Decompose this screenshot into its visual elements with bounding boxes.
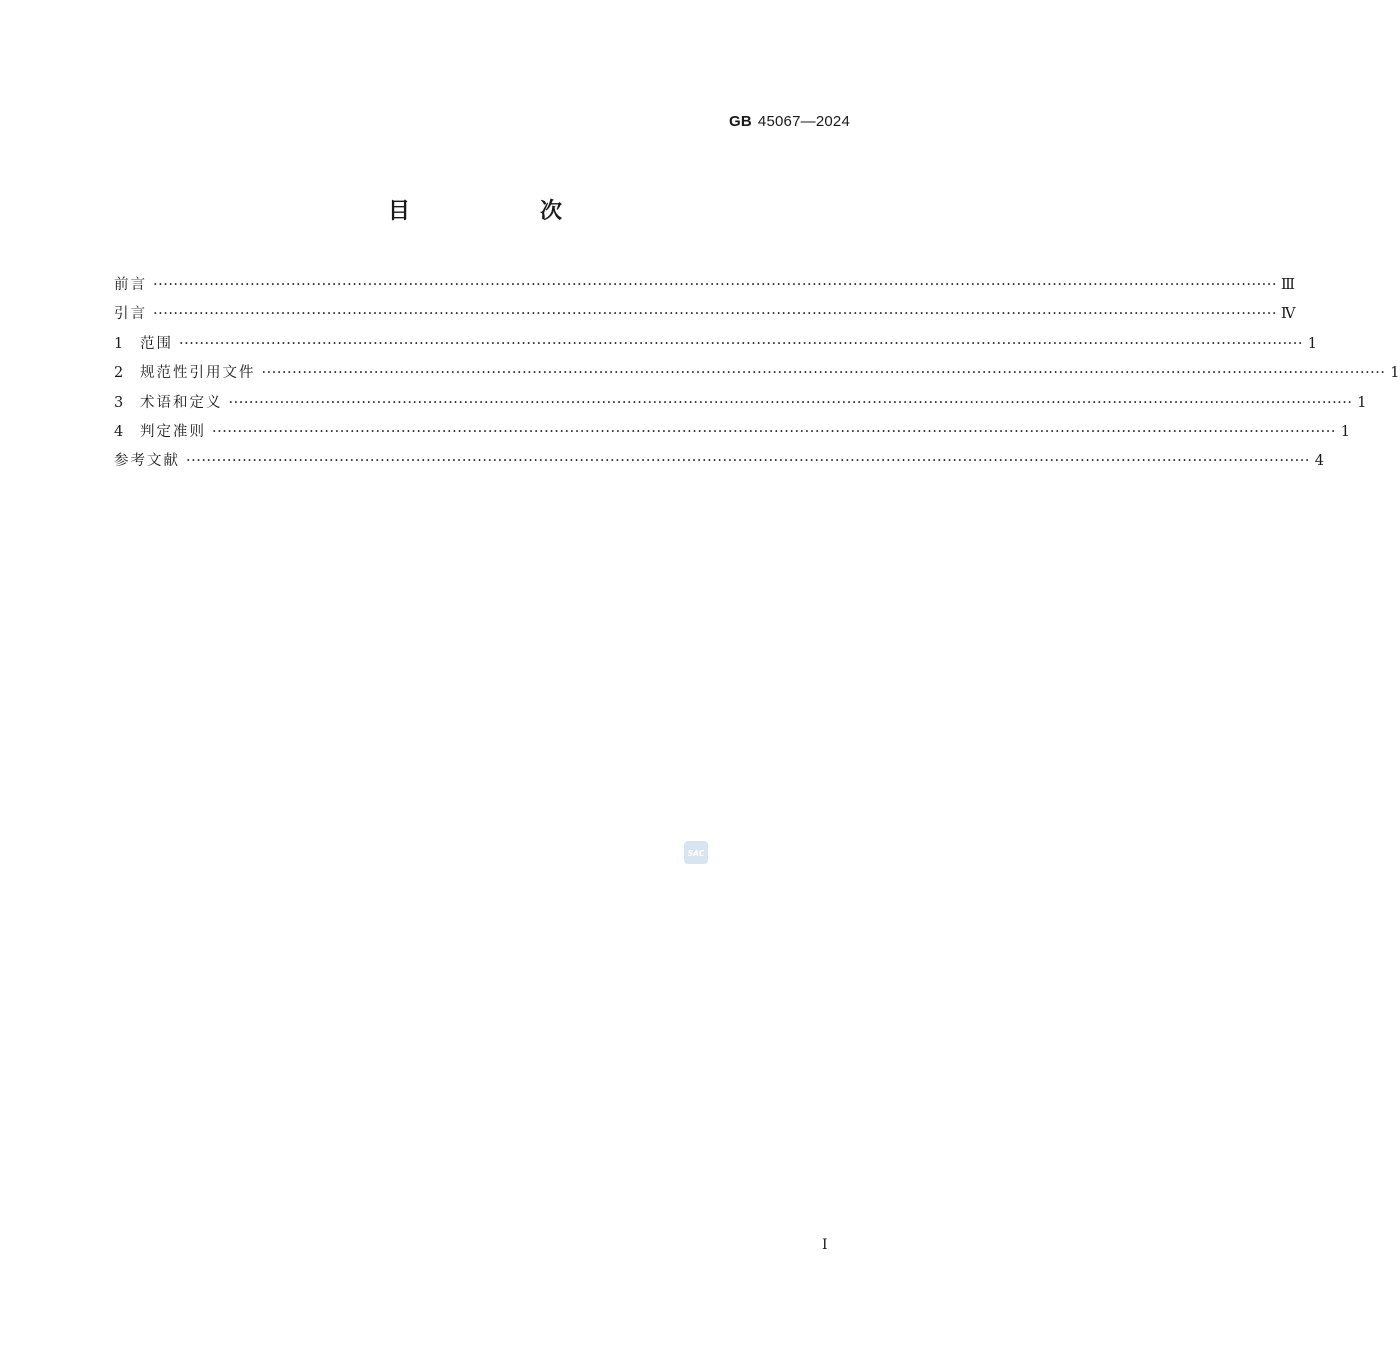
toc-entry-page: 4: [1314, 453, 1325, 470]
standard-code: [729, 113, 850, 130]
page-number: Ⅰ: [822, 1237, 828, 1253]
toc-leader-dots: ····························································································································································································································: [261, 365, 1386, 382]
toc-entry-terms-definitions[interactable]: [114, 389, 1367, 418]
toc-leader-dots: ····························································································································································································································: [153, 277, 1278, 293]
toc-entry-number: 2: [114, 365, 124, 382]
toc-entry-label: 引言: [114, 306, 147, 323]
toc-entry-label: 规范性引用文件: [140, 365, 256, 382]
toc-entry-label: 前言: [114, 277, 147, 293]
toc-entry-scope[interactable]: [114, 330, 1318, 359]
toc-list: [114, 271, 1400, 477]
toc-entry-page: 1: [1390, 365, 1400, 382]
standard-number: 45067—2024: [757, 113, 850, 130]
standard-prefix: GB: [729, 113, 752, 130]
toc-entry-label: 判定准则: [140, 423, 206, 440]
toc-leader-dots: ····························································································································································································································: [228, 394, 1353, 411]
toc-entry-page: 1: [1307, 335, 1318, 352]
toc-leader-dots: ····························································································································································································································: [153, 306, 1278, 323]
toc-entry-number: 1: [114, 335, 124, 352]
toc-entry-page: Ⅳ: [1281, 306, 1296, 323]
toc-entry-criteria[interactable]: [114, 418, 1351, 447]
toc-entry-normative-references[interactable]: [114, 359, 1400, 388]
toc-entry-page: 1: [1357, 394, 1367, 411]
toc-entry-label: 范围: [140, 335, 173, 352]
toc-entry-introduction[interactable]: [114, 300, 1296, 329]
svg-text:SAC: SAC: [687, 848, 705, 858]
toc-entry-number: 3: [114, 394, 124, 411]
toc-leader-dots: ····························································································································································································································: [179, 335, 1304, 352]
toc-entry-label: 术语和定义: [140, 394, 223, 411]
toc-entry-number: 4: [114, 423, 124, 440]
toc-entry-label: 参考文献: [114, 453, 180, 470]
toc-leader-dots: ····························································································································································································································: [186, 453, 1311, 470]
toc-entry-page: Ⅲ: [1281, 277, 1295, 293]
sac-logo-icon: [685, 848, 707, 858]
toc-entry-page: 1: [1340, 423, 1351, 440]
sac-watermark-logo: [684, 841, 708, 864]
toc-leader-dots: ····························································································································································································································: [212, 423, 1337, 440]
toc-title: 目 次: [387, 199, 616, 224]
toc-entry-preface[interactable]: [114, 271, 1295, 300]
toc-entry-bibliography[interactable]: [114, 447, 1325, 476]
